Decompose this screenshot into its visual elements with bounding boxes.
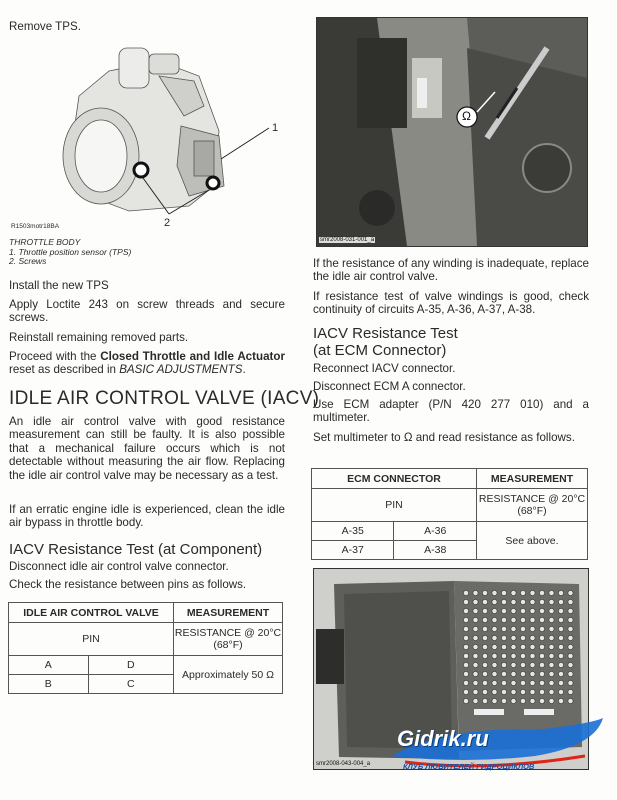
adapter-pin — [558, 698, 563, 703]
table-header-ecm: ECM CONNECTOR — [312, 469, 477, 489]
adapter-pin — [520, 698, 525, 703]
adapter-pin — [511, 689, 516, 694]
adapter-pin — [501, 617, 506, 622]
adapter-pin — [482, 671, 487, 676]
adapter-pin — [549, 599, 554, 604]
adapter-pin — [473, 590, 478, 595]
adapter-pin — [482, 635, 487, 640]
adapter-pin — [520, 635, 525, 640]
loctite-text: Apply Loctite 243 on screw threads and secure screws. — [9, 298, 285, 325]
adapter-pin — [530, 689, 535, 694]
adapter-pin — [530, 680, 535, 685]
adapter-pin — [482, 608, 487, 613]
figure-caption — [9, 238, 131, 267]
adapter-pin — [473, 653, 478, 658]
adapter-pin — [568, 698, 573, 703]
section-title: IDLE AIR CONTROL VALVE (IACV) — [9, 388, 320, 409]
adapter-pin — [568, 599, 573, 604]
adapter-pin — [482, 590, 487, 595]
adapter-pin — [492, 617, 497, 622]
adapter-pin — [492, 689, 497, 694]
photo2-code: smr2008-043-004_a — [316, 761, 371, 767]
adapter-pin — [568, 644, 573, 649]
adapter-pin — [511, 617, 516, 622]
adapter-pin — [511, 590, 516, 595]
adapter-pin — [539, 644, 544, 649]
adapter-pin — [568, 671, 573, 676]
adapter-pin — [520, 689, 525, 694]
adapter-pin — [549, 608, 554, 613]
pin-label: PIN — [9, 623, 174, 656]
adapter-pin — [501, 599, 506, 604]
caption-title: THROTTLE BODY — [9, 237, 81, 247]
adapter-pin — [492, 599, 497, 604]
ecm-resistance-table — [311, 468, 588, 560]
adapter-pin — [558, 608, 563, 613]
adapter-pin — [568, 635, 573, 640]
iacv-photo-drawing — [317, 18, 587, 246]
adapter-pin — [482, 662, 487, 667]
adapter-pin — [463, 626, 468, 631]
figure-code: R1503motr18BA — [11, 223, 60, 230]
adapter-pin — [463, 590, 468, 595]
adapter-pin — [492, 671, 497, 676]
adapter-pin — [511, 680, 516, 685]
adapter-pin — [463, 698, 468, 703]
adapter-pin — [473, 599, 478, 604]
pin-cell: D — [88, 656, 173, 675]
adapter-pin — [568, 653, 573, 658]
pin-cell: A-37 — [312, 541, 394, 560]
adapter-pin — [568, 617, 573, 622]
adapter-pin — [530, 662, 535, 667]
adapter-pin — [549, 698, 554, 703]
iacv-photo — [316, 17, 588, 247]
adapter-pin — [520, 608, 525, 613]
adapter-pin — [558, 653, 563, 658]
resistance-label: RESISTANCE @ 20°C (68°F) — [477, 489, 588, 522]
adapter-pin — [530, 671, 535, 676]
adapter-pin — [549, 626, 554, 631]
adapter-pin — [473, 617, 478, 622]
adapter-pin — [549, 590, 554, 595]
adapter-pin — [539, 626, 544, 631]
proceed-text: Proceed with the Closed Throttle and Idle Actuator reset as described in BASIC ADJUSTMENTS. — [9, 350, 285, 377]
adapter-pin — [558, 644, 563, 649]
pin-cell: A-36 — [394, 522, 477, 541]
adapter-pin — [539, 653, 544, 658]
adapter-pin — [568, 626, 573, 631]
adapter-pin — [520, 626, 525, 631]
pin-cell: A — [9, 656, 89, 675]
adapter-pin — [520, 644, 525, 649]
ecm-adapter-text: Use ECM adapter (P/N 420 277 010) and a multimeter. — [313, 398, 589, 425]
adapter-pin — [501, 608, 506, 613]
ohm-callout: Ω — [462, 109, 471, 123]
adapter-pin — [492, 626, 497, 631]
caption-item-1: 1. Throttle position sensor (TPS) — [9, 246, 132, 257]
adapter-pin — [463, 689, 468, 694]
adapter-pin — [530, 698, 535, 703]
adapter-pin — [530, 626, 535, 631]
see-above-value: See above. — [477, 522, 588, 560]
adapter-pin — [530, 590, 535, 595]
adapter-pin — [549, 653, 554, 658]
table-header-measurement: MEASUREMENT — [477, 469, 588, 489]
adapter-pin — [558, 590, 563, 595]
resistance-value: Approximately 50 Ω — [174, 656, 283, 694]
adapter-pin — [492, 662, 497, 667]
resistance-label: RESISTANCE @ 20°C (68°F) — [174, 623, 283, 656]
set-multimeter-text: Set multimeter to Ω and read resistance as follows. — [313, 431, 575, 444]
adapter-pin — [463, 608, 468, 613]
adapter-pin — [520, 680, 525, 685]
adapter-pin — [558, 626, 563, 631]
adapter-pin — [568, 680, 573, 685]
adapter-pin — [558, 671, 563, 676]
adapter-pin — [473, 698, 478, 703]
adapter-pin — [482, 680, 487, 685]
adapter-pin — [558, 599, 563, 604]
adapter-pin — [482, 653, 487, 658]
adapter-pin — [482, 644, 487, 649]
disconnect-ecm-text: Disconnect ECM A connector. — [313, 380, 466, 393]
callout-1: 1 — [272, 122, 279, 134]
adapter-pin — [530, 617, 535, 622]
adapter-pin — [501, 662, 506, 667]
adapter-pin — [511, 608, 516, 613]
adapter-pin — [549, 644, 554, 649]
adapter-pin — [492, 635, 497, 640]
adapter-pin — [501, 653, 506, 658]
pin-cell: A-35 — [312, 522, 394, 541]
adapter-pin — [492, 644, 497, 649]
adapter-pin — [520, 590, 525, 595]
adapter-pin — [482, 689, 487, 694]
adapter-pin — [482, 626, 487, 631]
adapter-pin — [463, 671, 468, 676]
adapter-pin — [482, 698, 487, 703]
adapter-pin — [539, 590, 544, 595]
adapter-pin — [539, 599, 544, 604]
adapter-pin — [558, 617, 563, 622]
pin-label: PIN — [312, 489, 477, 522]
adapter-pin — [463, 653, 468, 658]
adapter-pin — [520, 653, 525, 658]
check-text: Check the resistance between pins as follows. — [9, 578, 247, 591]
pin-cell: C — [88, 675, 173, 694]
watermark-title: Gidrik.ru — [397, 726, 489, 751]
adapter-pin — [492, 590, 497, 595]
adapter-pin — [549, 680, 554, 685]
adapter-pin — [482, 617, 487, 622]
table-header-valve: IDLE AIR CONTROL VALVE — [9, 603, 174, 623]
adapter-pin — [501, 680, 506, 685]
photo1-code: smr2008-031-001_a — [320, 237, 375, 243]
adapter-pin — [492, 653, 497, 658]
erratic-idle-paragraph: If an erratic engine idle is experienced, clean the idle air bypass in throttle body. — [9, 503, 285, 530]
adapter-pin — [511, 599, 516, 604]
adapter-pin — [511, 662, 516, 667]
inadequate-winding-paragraph: If the resistance of any winding is inadequate, replace the idle air control valve. — [313, 257, 589, 284]
adapter-pin — [463, 680, 468, 685]
adapter-pin — [568, 590, 573, 595]
adapter-pin — [558, 662, 563, 667]
adapter-pin — [520, 671, 525, 676]
screw-icon — [207, 177, 219, 189]
adapter-pin — [473, 644, 478, 649]
adapter-pin — [530, 608, 535, 613]
adapter-pin — [473, 662, 478, 667]
adapter-pin — [539, 671, 544, 676]
adapter-pin — [463, 635, 468, 640]
adapter-pin — [463, 599, 468, 604]
throttle-body-drawing — [9, 36, 292, 236]
pin-cell: B — [9, 675, 89, 694]
adapter-pin — [473, 608, 478, 613]
adapter-pin — [558, 635, 563, 640]
adapter-pin — [501, 689, 506, 694]
adapter-pin — [511, 653, 516, 658]
adapter-pin — [473, 680, 478, 685]
adapter-pin — [501, 635, 506, 640]
reinstall-text: Reinstall remaining removed parts. — [9, 331, 189, 344]
adapter-pin — [539, 662, 544, 667]
pin-cell: A-38 — [394, 541, 477, 560]
adapter-pin — [539, 698, 544, 703]
adapter-pin — [539, 635, 544, 640]
adapter-pin — [530, 635, 535, 640]
adapter-pin — [549, 671, 554, 676]
gidrik-watermark-logo — [385, 716, 607, 778]
adapter-pin — [539, 617, 544, 622]
adapter-pin — [463, 617, 468, 622]
adapter-pin — [501, 671, 506, 676]
adapter-pin — [501, 626, 506, 631]
iacv-intro-paragraph: An idle air control valve with good resistance measurement can still be faulty. It is also possible that a mechanical failure occurs which is not detectable without measuring the air flow. Replacing the idle air control valve may be necessary as a test. — [9, 415, 285, 482]
adapter-pin — [463, 644, 468, 649]
adapter-pin — [549, 635, 554, 640]
adapter-pin — [511, 698, 516, 703]
adapter-pin — [473, 671, 478, 676]
adapter-pin — [568, 608, 573, 613]
adapter-pin — [492, 608, 497, 613]
adapter-pin — [530, 599, 535, 604]
callout-2: 2 — [164, 217, 171, 229]
adapter-pin — [530, 644, 535, 649]
remove-tps-text: Remove TPS. — [9, 20, 81, 33]
subsection-title-component: IACV Resistance Test (at Component) — [9, 541, 263, 558]
install-tps-text: Install the new TPS — [9, 279, 109, 292]
adapter-pin — [501, 698, 506, 703]
adapter-pin — [482, 599, 487, 604]
adapter-pin — [501, 590, 506, 595]
adapter-pin — [520, 617, 525, 622]
adapter-pin — [511, 644, 516, 649]
adapter-pin — [530, 653, 535, 658]
adapter-pin — [549, 617, 554, 622]
adapter-pin — [568, 689, 573, 694]
adapter-pin — [539, 689, 544, 694]
adapter-pin — [473, 626, 478, 631]
caption-item-2: 2. Screws — [9, 256, 47, 266]
adapter-pin — [558, 689, 563, 694]
disconnect-text: Disconnect idle air control valve connector. — [9, 560, 229, 573]
adapter-pin — [511, 626, 516, 631]
adapter-pin — [463, 662, 468, 667]
reconnect-text: Reconnect IACV connector. — [313, 362, 456, 375]
adapter-pin — [501, 644, 506, 649]
watermark-subtitle: КЛУБ ЛЮБИТЕЛЕЙ ГИДРОЦИКЛОВ — [403, 762, 535, 771]
adapter-pin — [549, 662, 554, 667]
screw-icon — [134, 163, 148, 177]
iacv-resistance-table — [8, 602, 283, 694]
table-header-measurement: MEASUREMENT — [174, 603, 283, 623]
adapter-pin — [473, 635, 478, 640]
adapter-pin — [473, 689, 478, 694]
continuity-paragraph: If resistance test of valve windings is good, check continuity of circuits A-35, A-36, A-37, A-38. — [313, 290, 589, 317]
adapter-pin — [549, 689, 554, 694]
adapter-pin — [568, 662, 573, 667]
adapter-pin — [539, 608, 544, 613]
adapter-pin — [492, 680, 497, 685]
adapter-pin — [492, 698, 497, 703]
adapter-pin — [539, 680, 544, 685]
adapter-pin — [520, 662, 525, 667]
adapter-pin — [520, 599, 525, 604]
adapter-pin — [511, 635, 516, 640]
adapter-pin — [558, 680, 563, 685]
adapter-pin — [511, 671, 516, 676]
throttle-body-figure — [9, 36, 292, 236]
subsection-title-ecm: IACV Resistance Test (at ECM Connector) — [313, 325, 458, 359]
